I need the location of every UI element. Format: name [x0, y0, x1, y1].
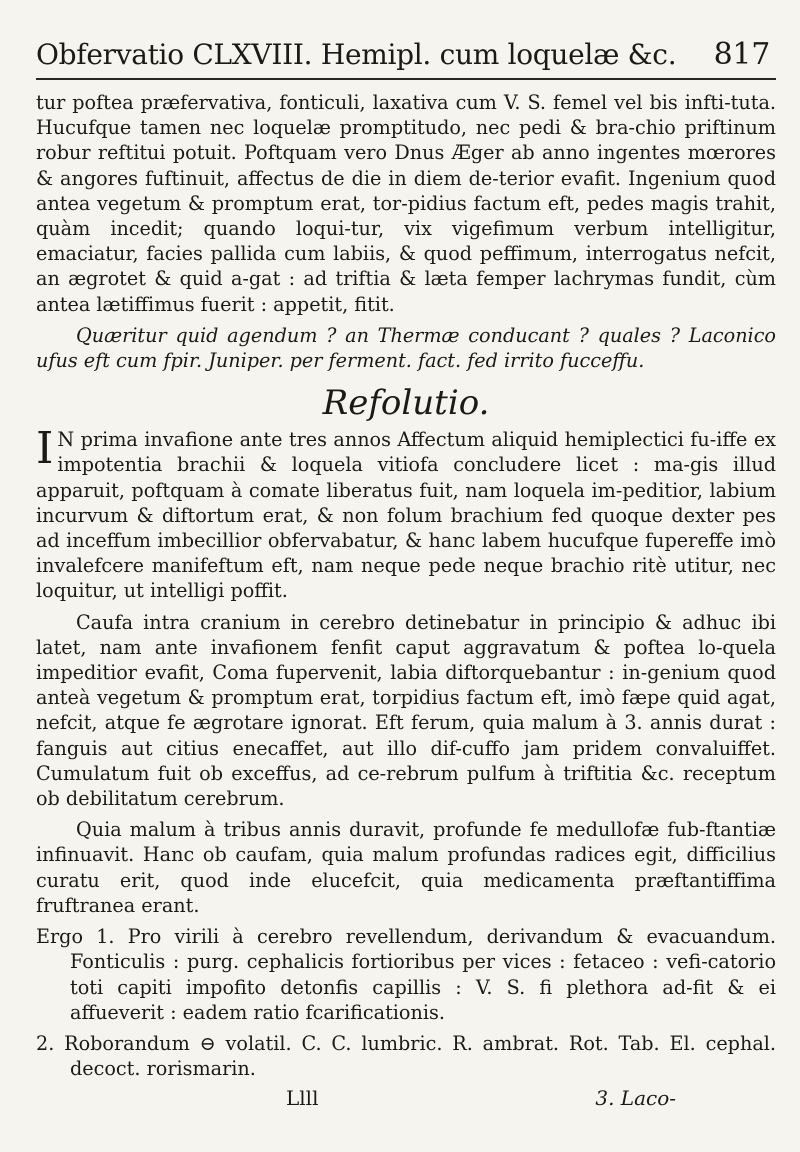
paragraph-3: Caufa intra cranium in cerebro detinebatur in principio & adhuc ibi latet, nam ante invafionem fenfit caput aggravatum & poftea lo-quela impeditior evafit, Coma fupervenit, labia diftorquebantur : in-genium quod anteà vegetum & promptum erat, torpidius factum eft, imò fæpe quid agat, nefcit, atque fe ægrotare ignorat. Eft ferum, quia malum à 3. annis durat : fanguis aut citius enecaffet, aut illo dif-cuffo jam pridem convaluiffet. Cumulatum fuit ob exceffus, ad ce-rebrum pulfum à triftitia &c. receptum ob debilitatum cerebrum. [36, 610, 776, 811]
running-header [36, 38, 776, 80]
list-item-1: Ergo 1. Pro virili à cerebro revellendum, derivandum & evacuandum. Fonticulis : purg. cephalicis fortioribus per vices : fetaceo : vefi-catorio toti capiti impofito detonfis capillis : V. S. fi plethora ad-fit & ei affueverit : eadem ratio fcarificationis. [36, 925, 776, 1024]
paragraph-4: Quia malum à tribus annis duravit, profunde fe medullofæ fub-ftantiæ infinuavit. Hanc ob caufam, quia malum profundas radices egit, difficilius curatu erit, quod inde elucefcit, quia medicamenta præftantiffima fruftranea erant. [36, 818, 776, 917]
paragraph-2 [36, 423, 776, 603]
section-heading: Refolutio. [322, 383, 490, 424]
paragraph-2-text: N prima invafione ante tres annos Affectum aliquid hemiplectici fu-iffe ex impotentia brachii & loquela vitiofa concludere licet : ma-gis illud apparuit, poftquam à comate liberatus fuit, nam loquela im-peditior, labium incurvum & diftortum erat, & non folum brachium fed quoque dexter pes ad inceffum imbecillior obfervabatur, & hanc labem hucufque fupereffe imò invalefcere manifeftum eft, nam neque pede neque brachio ritè utitur, nec loquitur, ut intelligi poffit. [36, 428, 776, 603]
signature-mark: Llll [286, 1086, 319, 1111]
running-title: Obfervatio CLXVIII. Hemipl. cum loquelæ &c. [36, 38, 677, 71]
catchword: 3. Laco- [595, 1086, 676, 1111]
paragraph-1: tur poftea præfervativa, fonticuli, laxativa cum V. S. femel vel bis infti-tuta. Hucufque tamen nec loquelæ promptitudo, nec pedi & bra-chio priftinum robur reftitui potuit. Poftquam vero Dnus Æger ab anno ingentes mœrores & angores fuftinuit, affectus de die in diem de-terior evafit. Ingenium quod antea vegetum & promptum erat, tor-pidius factum eft, pedes magis trahit, quàm incedit; quando loqui-tur, vix vigefimum verbum intelligitur, emaciatur, facies pallida cum labiis, & quod peffimum, interrogatus nefcit, an ægrotet & quid a-gat : ad triftia & læta femper lachrymas fundit, cùm antea lætiffimus fuerit : appetit, fitit. [36, 91, 776, 316]
drop-cap: I [36, 423, 54, 475]
page-footer [36, 1085, 776, 1111]
page [36, 38, 776, 1111]
page-number: 817 [713, 37, 770, 72]
list-item-2: 2. Roborandum ⊖ volatil. C. C. lumbric. R. ambrat. Rot. Tab. El. cephal. decoct. rorismarin. [36, 1031, 776, 1081]
quaeritur-paragraph: Quæritur quid agendum ? an Thermæ conducant ? quales ? Laconico ufus eft cum fpir. Juniper. per ferment. fact. fed irrito fucceffu. [36, 323, 776, 373]
